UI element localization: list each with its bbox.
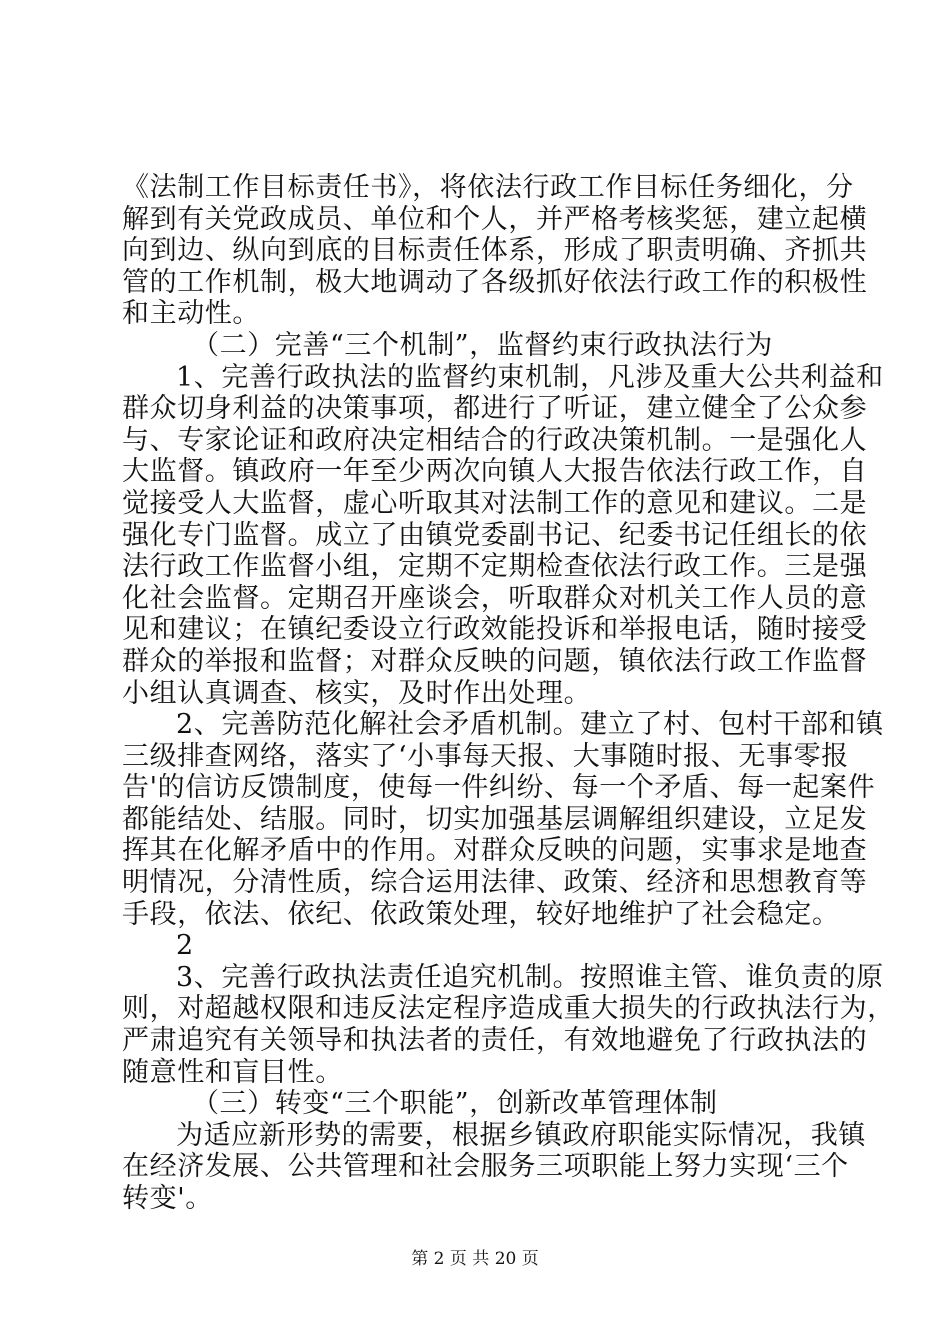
paragraph-line: 2、完善防范化解社会矛盾机制。建立了村、包村干部和镇 — [176, 709, 884, 741]
paragraph-line: 《法制工作目标责任书》，将依法行政工作目标任务细化，分 — [122, 172, 854, 203]
paragraph-line: 化社会监督。定期召开座谈会，听取群众对机关工作人员的意 — [122, 582, 868, 614]
paragraph-line: 为适应新形势的需要，根据乡镇政府职能实际情况，我镇 — [176, 1119, 866, 1151]
paragraph-line: 转变'。 — [122, 1183, 213, 1214]
paragraph-line: 告'的信访反馈制度，使每一件纠纷、每一个矛盾、每一起案件 — [122, 772, 876, 804]
document-body — [122, 172, 895, 1215]
paragraph-line: 向到边、纵向到底的目标责任体系，形成了职责明确、齐抓共 — [122, 235, 868, 267]
paragraph-line: 则，对超越权限和违反法定程序造成重大损失的行政执法行为， — [122, 993, 895, 1025]
page-footer: 第 2 页 共 20 页 — [411, 1249, 539, 1269]
paragraph-line: 在经济发展、公共管理和社会服务三项职能上努力实现‘三个 — [122, 1151, 849, 1183]
paragraph-line: 法行政工作监督小组，定期不定期检查依法行政工作。三是强 — [122, 551, 868, 583]
paragraph-line: 大监督。镇政府一年至少两次向镇人大报告依法行政工作，自 — [122, 456, 868, 488]
paragraph-line: 挥其在化解矛盾中的作用。对群众反映的问题，实事求是地查 — [122, 835, 868, 867]
paragraph-line: 3、完善行政执法责任追究机制。按照谁主管、谁负责的原 — [176, 961, 884, 993]
paragraph-line: 觉接受人大监督，虚心听取其对法制工作的意见和建议。二是 — [122, 487, 868, 519]
paragraph-line: 1、完善行政执法的监督约束机制，凡涉及重大公共利益和 — [176, 361, 884, 393]
inline-page-number: 2 — [176, 930, 194, 962]
section-heading: （二）完善“三个机制”，监督约束行政执法行为 — [192, 329, 773, 361]
paragraph-line: 手段，依法、依纪、依政策处理，较好地维护了社会稳定。 — [122, 898, 840, 930]
paragraph-line: 群众切身利益的决策事项，都进行了听证，建立健全了公众参 — [122, 393, 868, 425]
paragraph-line: 都能结处、结服。同时，切实加强基层调解组织建设，立足发 — [122, 803, 868, 835]
section-heading: （三）转变“三个职能”，创新改革管理体制 — [192, 1088, 718, 1120]
paragraph-line: 群众的举报和监督；对群众反映的问题，镇依法行政工作监督 — [122, 645, 868, 677]
paragraph-line: 和主动性。 — [122, 298, 260, 330]
paragraph-line: 三级排查网络，落实了‘小事每天报、大事随时报、无事零报 — [122, 740, 849, 772]
paragraph-line: 随意性和盲目性。 — [122, 1056, 343, 1088]
paragraph-line: 与、专家论证和政府决定相结合的行政决策机制。一是强化人 — [122, 424, 868, 456]
paragraph-line: 强化专门监督。成立了由镇党委副书记、纪委书记任组长的依 — [122, 519, 868, 551]
paragraph-line: 管的工作机制，极大地调动了各级抓好依法行政工作的积极性 — [122, 266, 868, 298]
paragraph-line: 明情况，分清性质，综合运用法律、政策、经济和思想教育等 — [122, 867, 868, 899]
paragraph-line: 见和建议；在镇纪委设立行政效能投诉和举报电话，随时接受 — [122, 614, 868, 646]
paragraph-line: 严肃追究有关领导和执法者的责任，有效地避免了行政执法的 — [122, 1025, 868, 1057]
paragraph-line: 小组认真调查、核实，及时作出处理。 — [122, 677, 592, 709]
paragraph-line: 解到有关党政成员、单位和个人，并严格考核奖惩，建立起横 — [122, 203, 868, 235]
